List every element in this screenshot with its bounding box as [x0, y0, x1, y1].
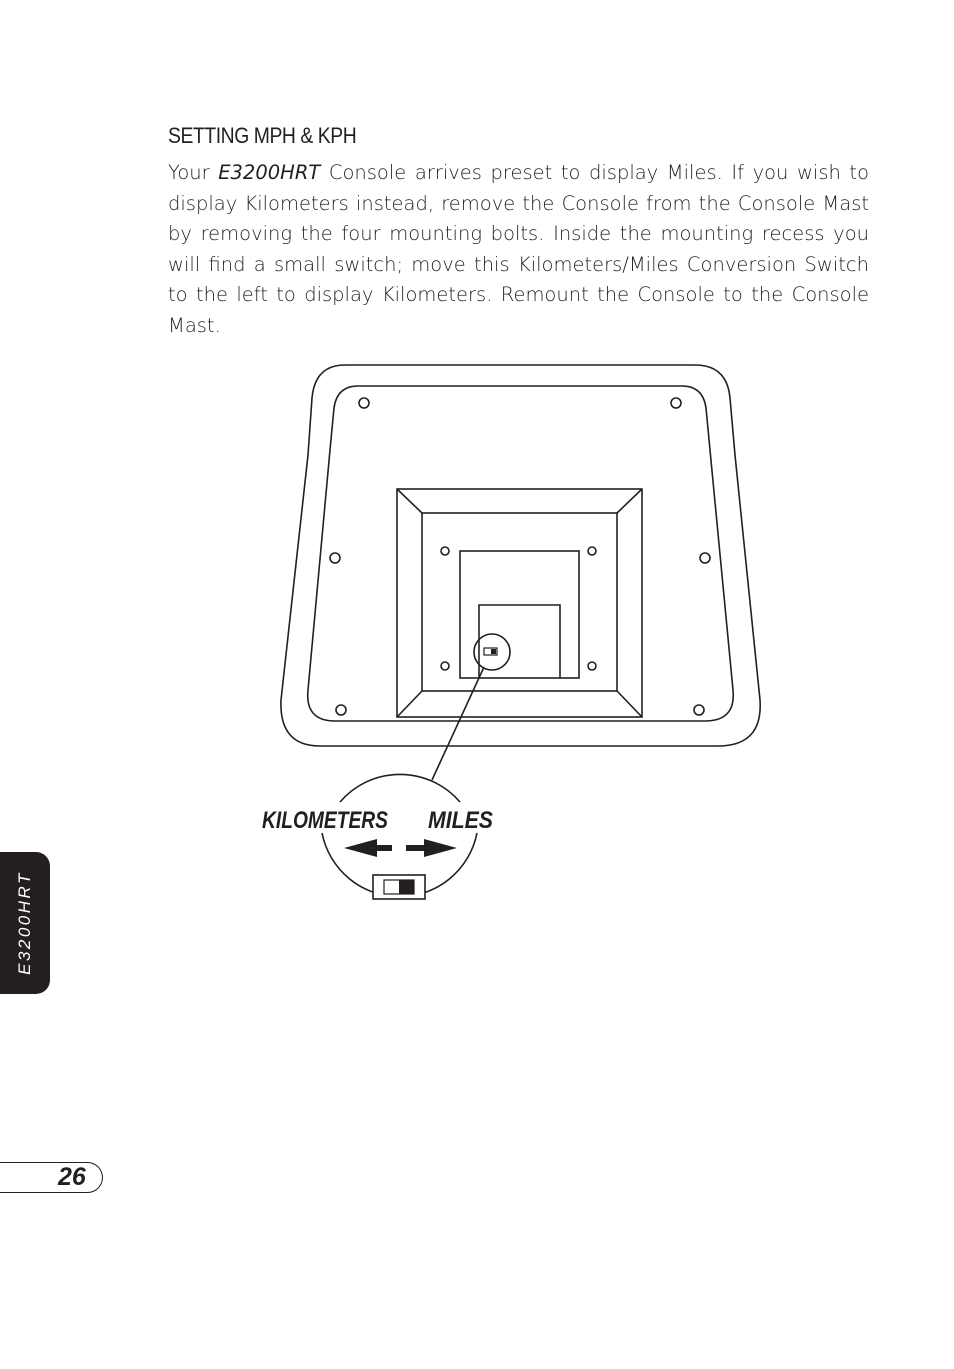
- small-switch-knob: [491, 649, 496, 654]
- page-number-box: [0, 1162, 103, 1193]
- mounting-recess: [460, 551, 579, 678]
- paragraph-rest: Console arrives preset to display Miles. If you wish to display Kilometers instead, remove the Console from the Console Mast by removing the four mounting bolts. Inside the mounting recess you will find a small switch; move this Kilometers/Miles Conversion Switch to the left to display Kilometers. Remount the Console to the Console Mast.: [168, 161, 869, 337]
- console-outer-outline: [281, 365, 760, 746]
- magnified-callout-circle: [340, 774, 460, 802]
- mounting-hole: [694, 705, 704, 715]
- mounting-hole: [700, 553, 710, 563]
- model-name: E3200HRT: [218, 161, 321, 184]
- bolt-hole: [441, 547, 449, 555]
- section-heading: SETTING MPH & KPH: [168, 123, 357, 148]
- bolt-hole: [588, 547, 596, 555]
- left-arrow-icon: [344, 839, 392, 857]
- page-number: 26: [58, 1163, 86, 1191]
- side-tab-label: E3200HRT: [15, 871, 34, 975]
- bevel-line: [617, 691, 642, 717]
- switch-housing: [479, 605, 560, 678]
- bolt-hole: [441, 662, 449, 670]
- paragraph-intro: Your: [168, 161, 219, 184]
- mounting-hole: [671, 398, 681, 408]
- bolt-hole: [588, 662, 596, 670]
- mounting-hole: [330, 553, 340, 563]
- recess-frame-outer: [397, 489, 642, 717]
- mounting-hole: [336, 705, 346, 715]
- bevel-line: [397, 691, 422, 717]
- leader-line: [432, 667, 484, 780]
- miles-label: MILES: [428, 807, 493, 834]
- bevel-line: [397, 489, 422, 513]
- bevel-line: [617, 489, 642, 513]
- magnified-switch-knob: [399, 880, 414, 894]
- kilometers-label: KILOMETERS: [262, 807, 388, 834]
- right-arrow-icon: [406, 839, 457, 857]
- console-inner-outline: [308, 386, 734, 721]
- mounting-hole: [359, 398, 369, 408]
